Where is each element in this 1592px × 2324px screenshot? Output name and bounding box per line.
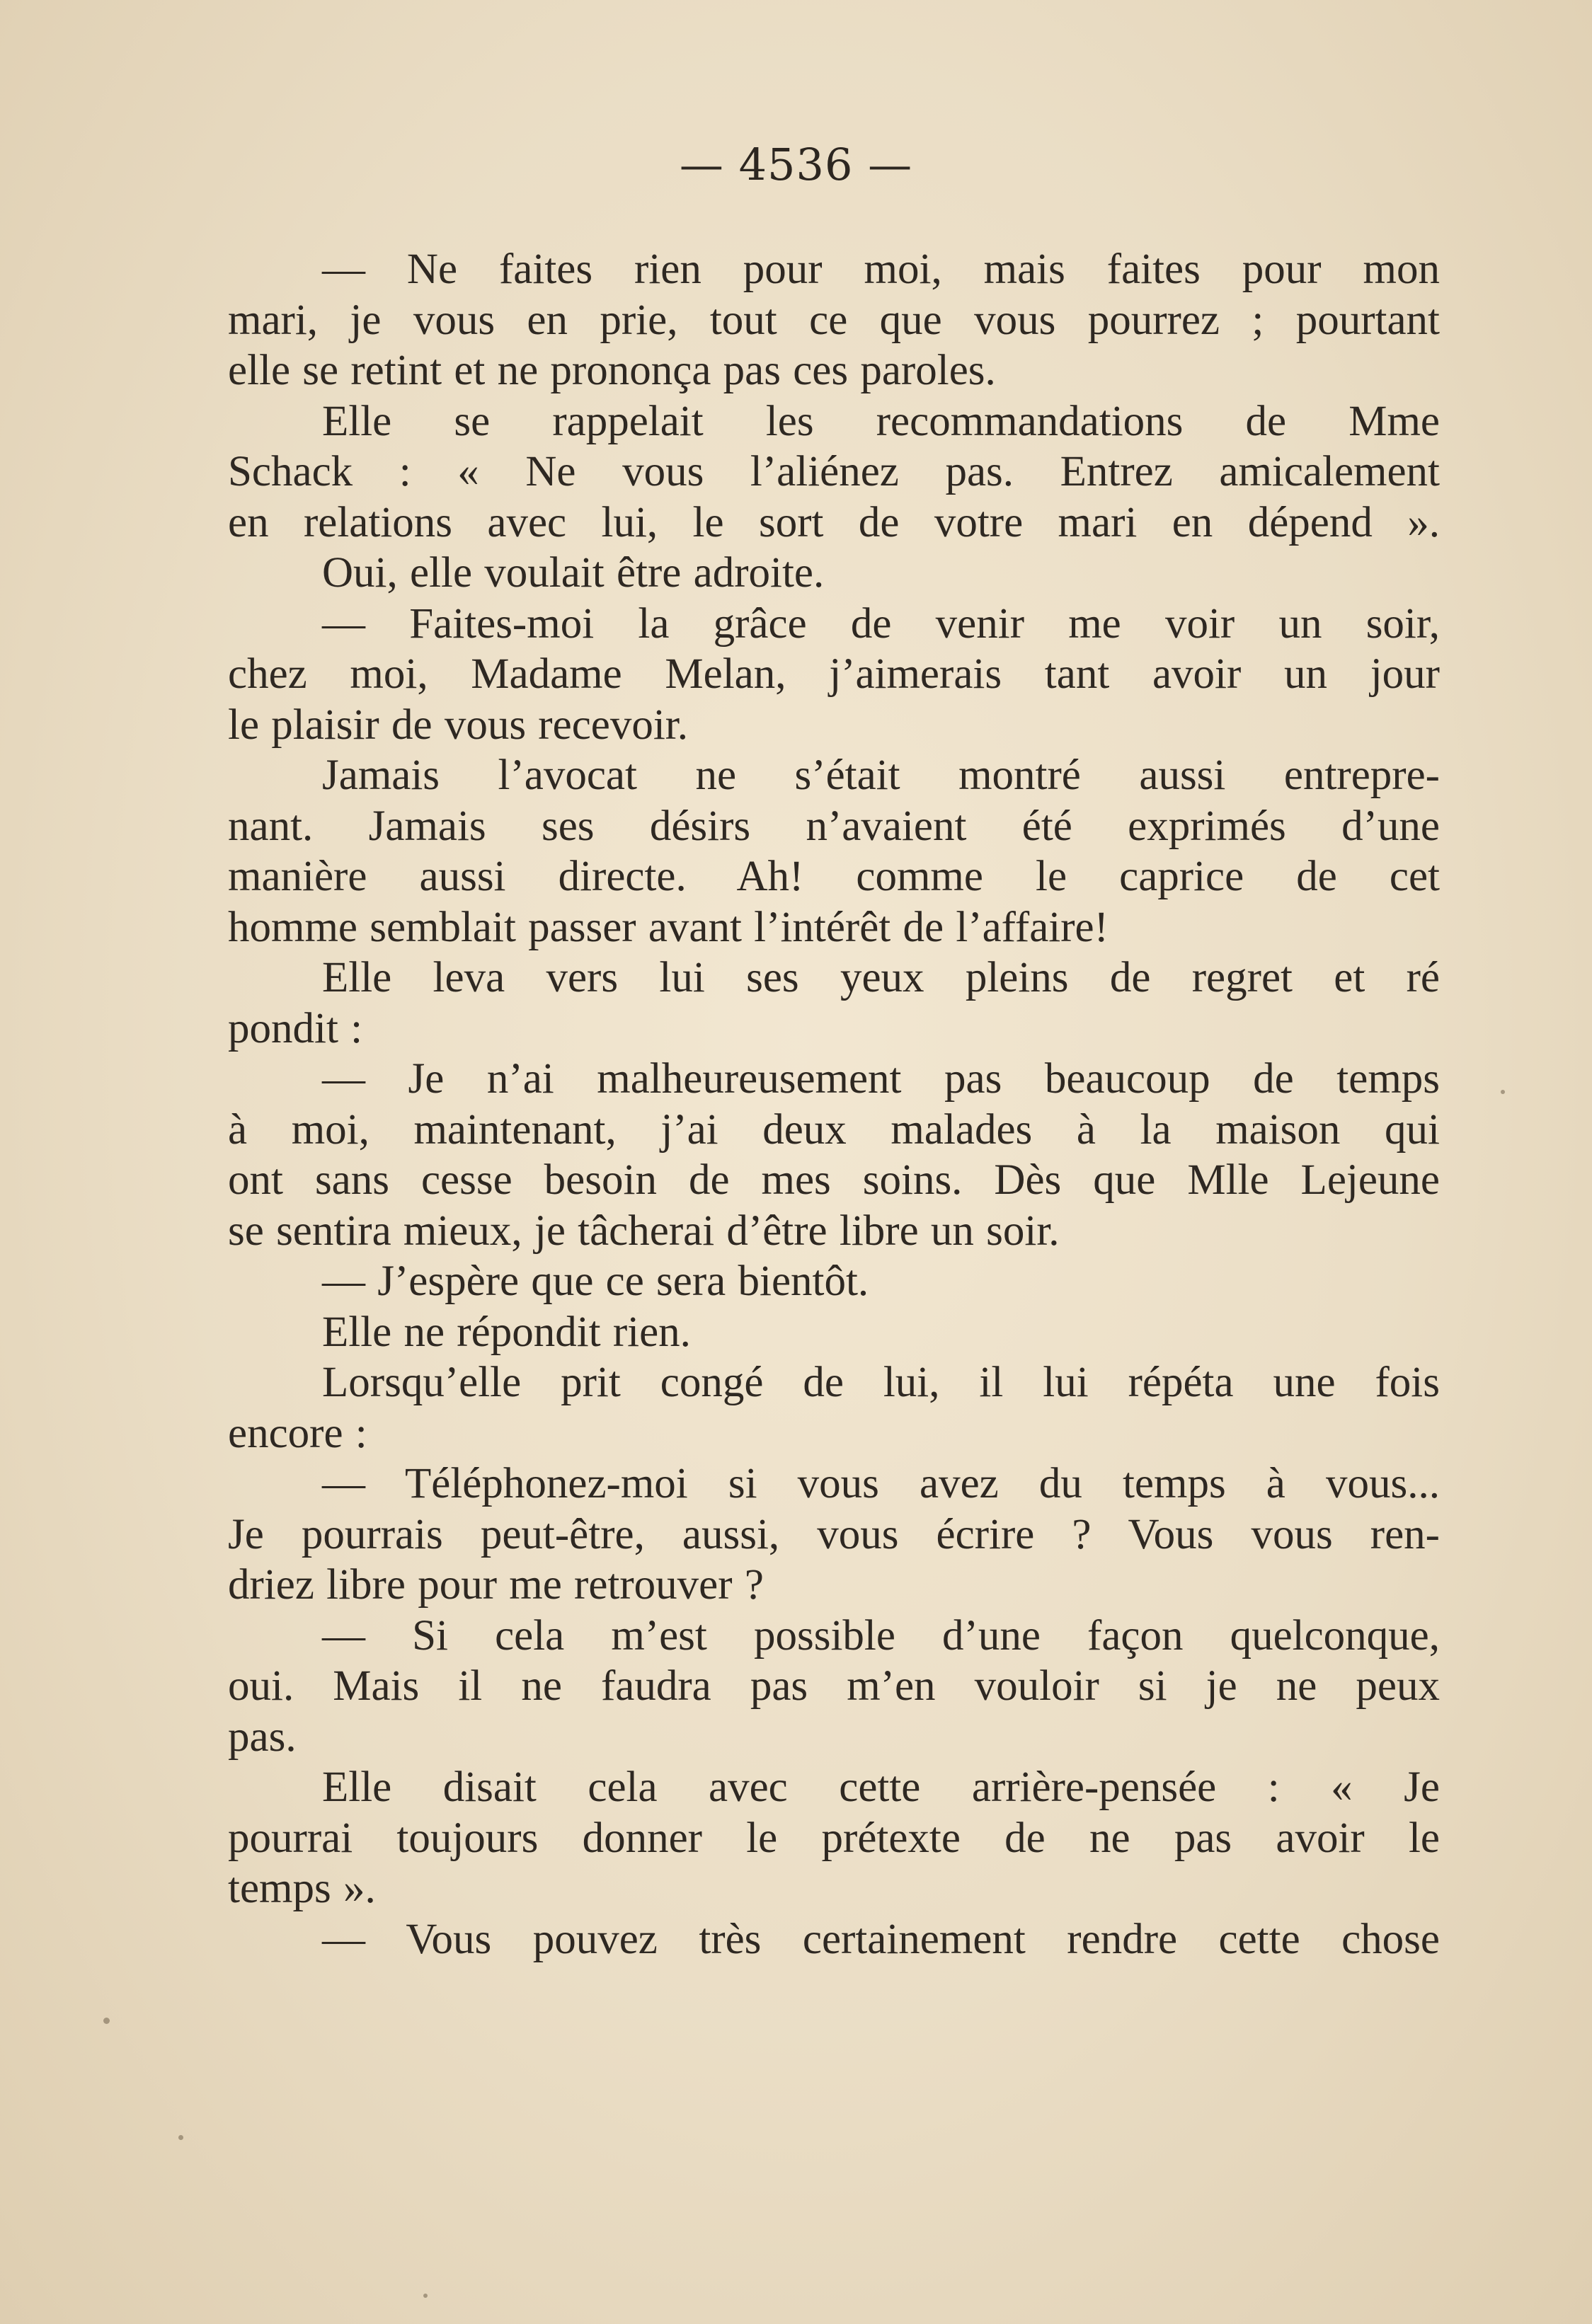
text-line: — Vous pouvez très certainement rendre cette chose: [322, 1915, 1440, 1963]
text-line: — Ne faites rien pour moi, mais faites pour mon: [322, 246, 1440, 293]
text-line: Elle leva vers lui ses yeux pleins de regret et ré: [322, 954, 1440, 1001]
text-line: Je pourrais peut-être, aussi, vous écrire ? Vous vous ren-: [228, 1510, 1440, 1558]
text-line: pondit :: [228, 1004, 363, 1052]
text-line: — Téléphonez-moi si vous avez du temps à vous...: [322, 1460, 1440, 1507]
paper-speck: [423, 2294, 428, 2298]
text-line: nant. Jamais ses désirs n’avaient été exprimés d’une: [228, 802, 1440, 850]
text-line: Elle se rappelait les recommandations de Mme: [322, 397, 1440, 445]
text-line: en relations avec lui, le sort de votre mari en dépend ».: [228, 498, 1440, 546]
text-line: homme semblait passer avant l’intérêt de l’affaire!: [228, 903, 1109, 951]
paper-speck: [103, 2018, 110, 2024]
paper-speck: [1501, 1090, 1505, 1094]
text-line: manière aussi directe. Ah! comme le caprice de cet: [228, 853, 1440, 900]
text-line: oui. Mais il ne faudra pas m’en vouloir si je ne peux: [228, 1662, 1440, 1710]
body-text: [228, 244, 1440, 1965]
text-line: ont sans cesse besoin de mes soins. Dès que Mlle Lejeune: [228, 1156, 1440, 1204]
text-line: elle se retint et ne prononça pas ces paroles.: [228, 347, 996, 394]
text-line: Elle disait cela avec cette arrière-pensée : « Je: [322, 1764, 1440, 1811]
text-line: mari, je vous en prie, tout ce que vous pourrez ; pourtant: [228, 296, 1440, 344]
text-line: Jamais l’avocat ne s’était montré aussi entrepre-: [322, 752, 1440, 799]
text-line: — J’espère que ce sera bientôt.: [322, 1258, 869, 1305]
text-line: pourrai toujours donner le prétexte de ne pas avoir le: [228, 1814, 1440, 1862]
text-line: à moi, maintenant, j’ai deux malades à la maison qui: [228, 1105, 1440, 1154]
paper-speck: [178, 2135, 183, 2140]
text-line: driez libre pour me retrouver ?: [228, 1561, 764, 1609]
text-line: — Je n’ai malheureusement pas beaucoup de temps: [322, 1055, 1440, 1103]
text-line: Oui, elle voulait être adroite.: [322, 549, 825, 597]
text-line: encore :: [228, 1409, 367, 1457]
text-line: Schack : « Ne vous l’aliénez pas. Entrez amicalement: [228, 448, 1440, 495]
text-line: pas.: [228, 1713, 297, 1761]
text-line: Lorsqu’elle prit congé de lui, il lui répéta une fois: [322, 1359, 1440, 1406]
text-line: Elle ne répondit rien.: [322, 1308, 691, 1356]
page-number: — 4536 —: [679, 139, 913, 190]
text-line: temps ».: [228, 1865, 376, 1912]
text-line: le plaisir de vous recevoir.: [228, 701, 688, 749]
text-line: chez moi, Madame Melan, j’aimerais tant avoir un jour: [228, 650, 1440, 698]
text-line: — Si cela m’est possible d’une façon quelconque,: [322, 1611, 1440, 1659]
text-line: — Faites-moi la grâce de venir me voir un soir,: [322, 599, 1440, 648]
text-line: se sentira mieux, je tâcherai d’être libre un soir.: [228, 1207, 1060, 1255]
